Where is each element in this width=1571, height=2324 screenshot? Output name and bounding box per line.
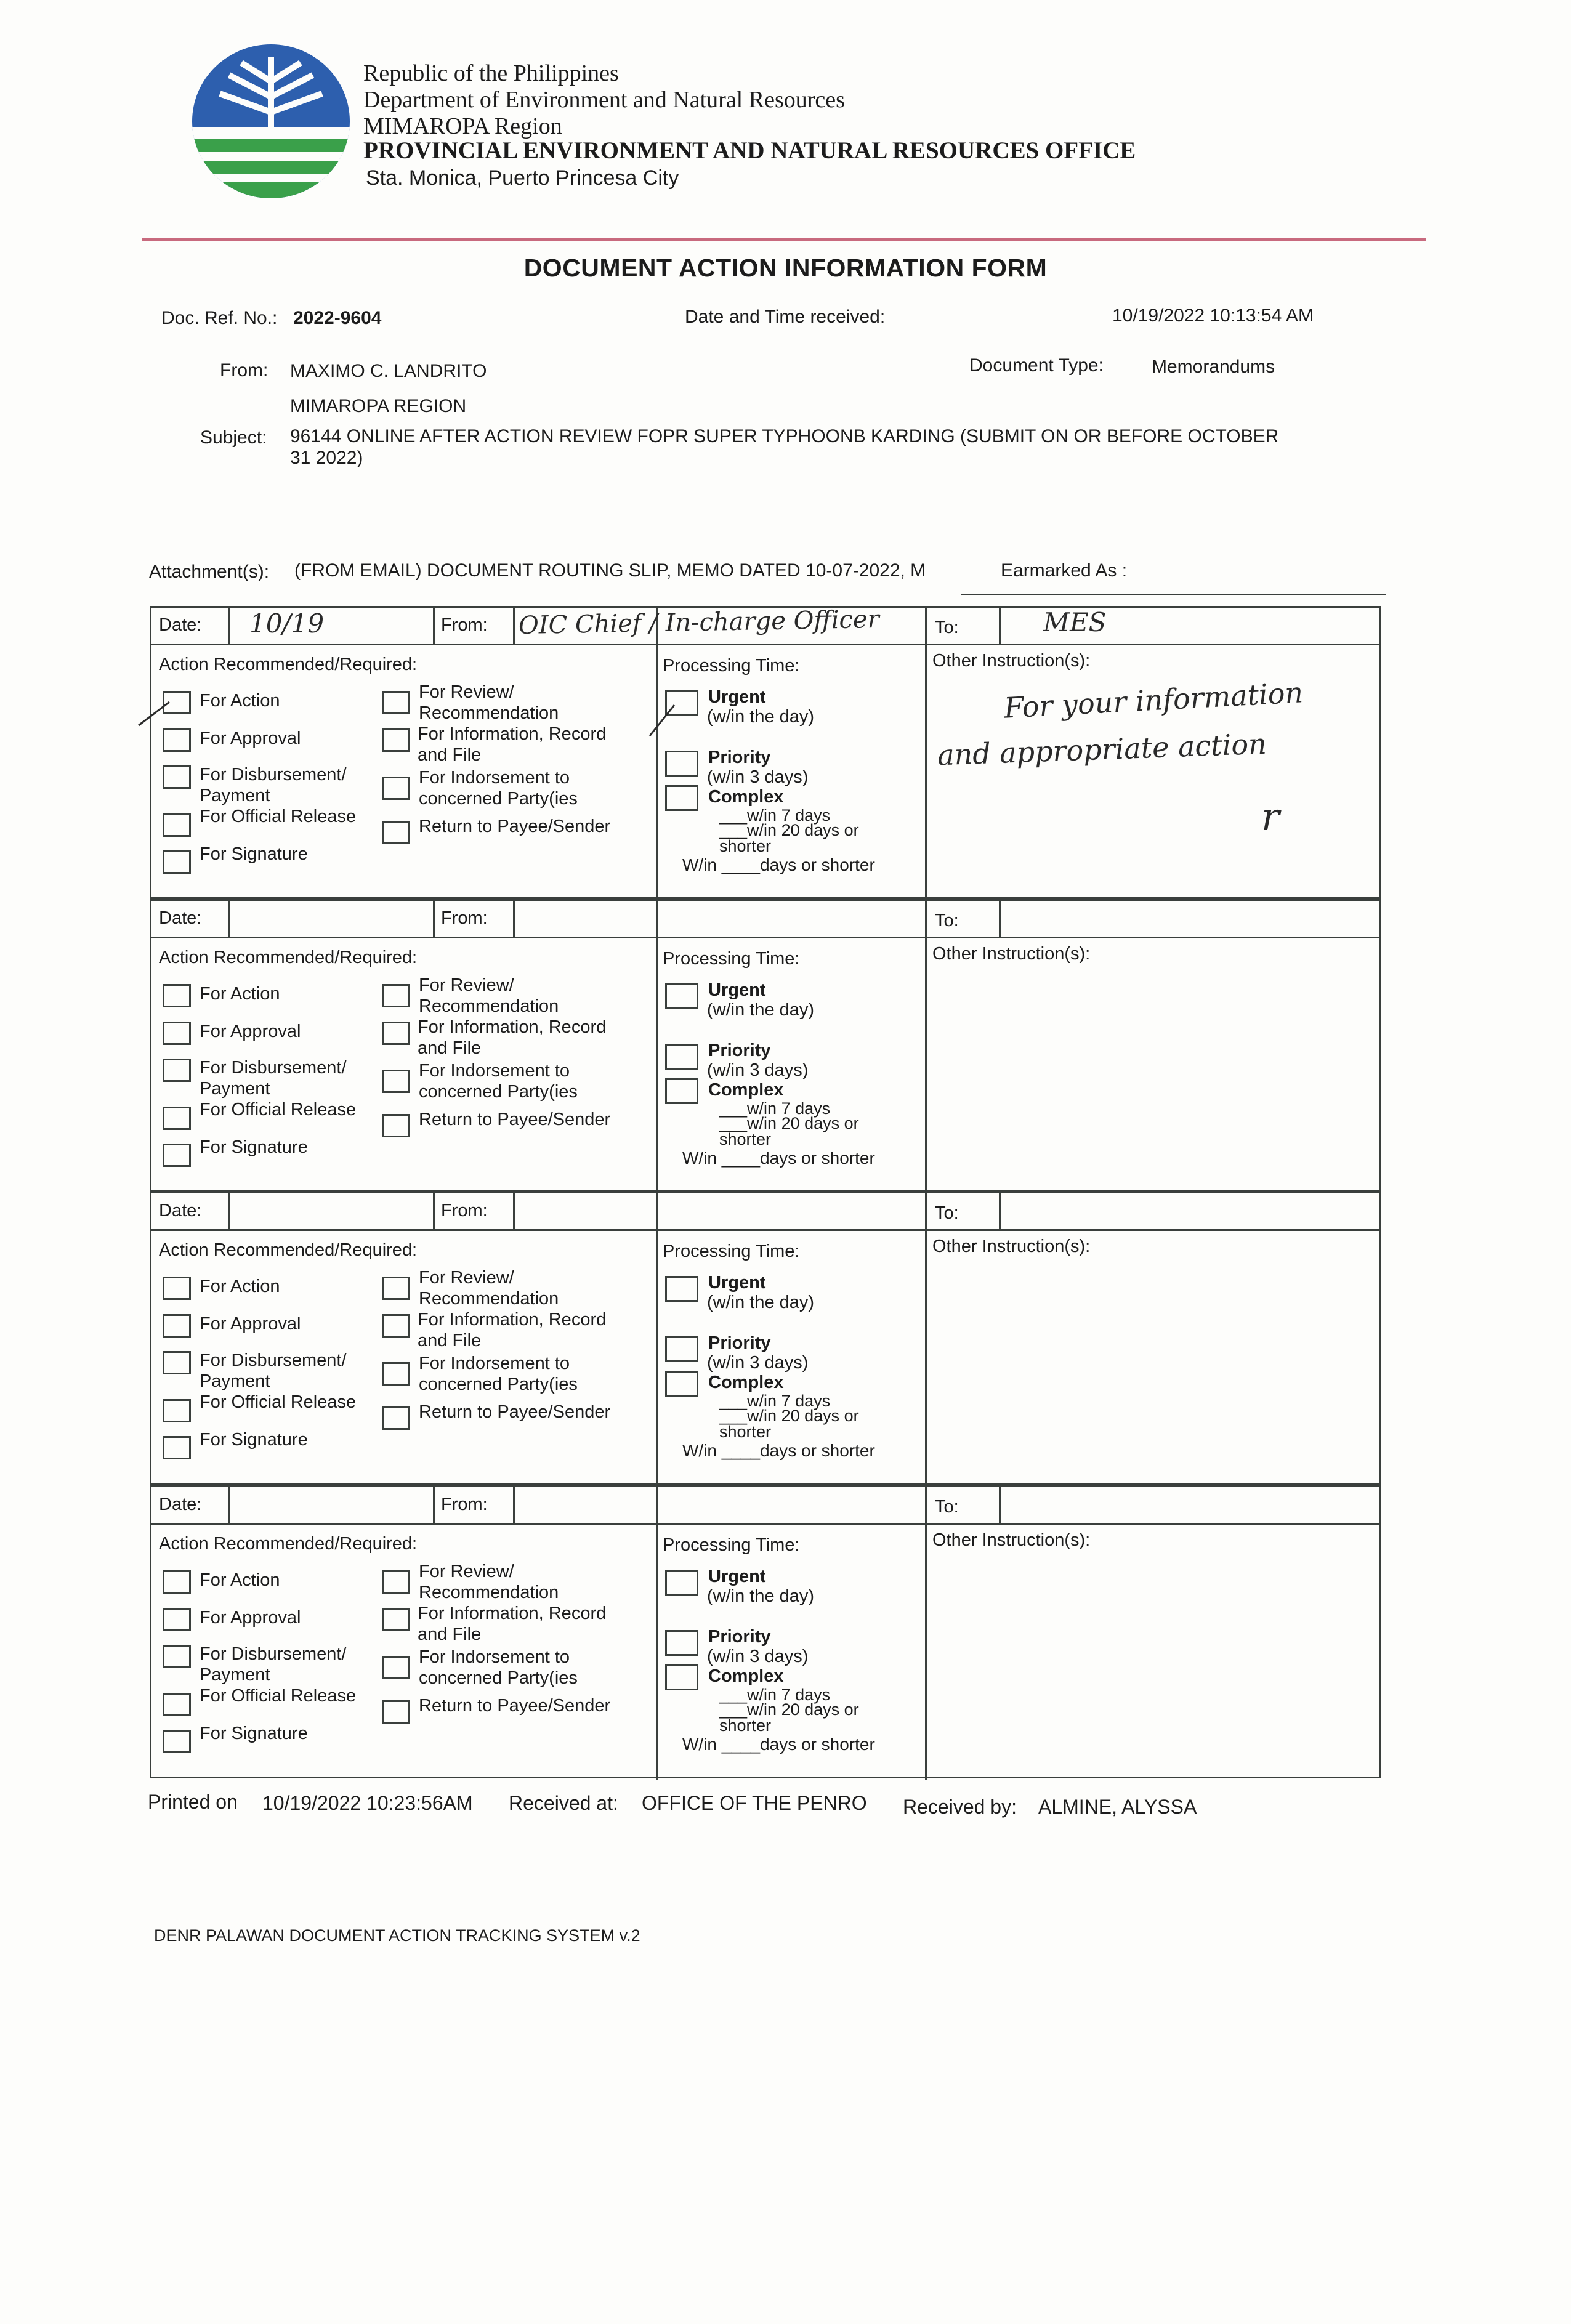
return-to-payee-checkbox[interactable] bbox=[382, 821, 410, 844]
divider bbox=[656, 1193, 658, 1487]
priority-checkbox[interactable] bbox=[665, 751, 698, 777]
divider bbox=[656, 608, 658, 901]
priority-sub-label: (w/in 3 days) bbox=[707, 767, 809, 787]
handwritten-instruction-1: For your information bbox=[1003, 676, 1304, 725]
for-official-release-label: For Official Release bbox=[200, 1100, 357, 1120]
doc-ref-label: Doc. Ref. No.: bbox=[161, 308, 278, 328]
urgent-checkbox[interactable] bbox=[665, 1276, 698, 1302]
return-to-payee-label: Return to Payee/Sender bbox=[419, 1110, 611, 1129]
for-approval-label: For Approval bbox=[200, 1608, 301, 1628]
complex-7-days: ___w/in 7 days bbox=[719, 1685, 831, 1704]
divider bbox=[925, 901, 927, 1194]
return-to-payee-checkbox[interactable] bbox=[382, 1406, 410, 1430]
for-review-label: For Review/ Recommendation bbox=[419, 1268, 559, 1309]
document-type-value: Memorandums bbox=[1152, 357, 1275, 377]
routing-block bbox=[150, 1192, 1381, 1485]
priority-label: Priority bbox=[708, 1333, 771, 1353]
complex-20-days: ___w/in 20 days or bbox=[719, 1114, 859, 1132]
attachments-label: Attachment(s): bbox=[149, 562, 270, 582]
priority-label: Priority bbox=[708, 1041, 771, 1060]
priority-sub-label: (w/in 3 days) bbox=[707, 1647, 809, 1666]
for-review-checkbox[interactable] bbox=[382, 1277, 410, 1300]
for-indorsement-label: For Indorsement to concerned Party(ies bbox=[419, 1647, 578, 1688]
for-review-checkbox[interactable] bbox=[382, 1570, 410, 1594]
for-indorsement-checkbox[interactable] bbox=[382, 777, 410, 800]
for-information-checkbox[interactable] bbox=[382, 1022, 410, 1045]
divider bbox=[925, 1487, 927, 1780]
urgent-sub-label: (w/in the day) bbox=[707, 1586, 815, 1606]
from-label: From: bbox=[441, 908, 488, 928]
for-signature-checkbox[interactable] bbox=[163, 1144, 191, 1167]
handwritten-date: 10/19 bbox=[249, 608, 325, 639]
header-country: Republic of the Philippines bbox=[363, 60, 619, 86]
routing-block bbox=[150, 1485, 1381, 1778]
priority-label: Priority bbox=[708, 748, 771, 767]
processing-time-label: Processing Time: bbox=[663, 1535, 800, 1555]
routing-header-row bbox=[151, 901, 1379, 938]
for-disbursement-label: For Disbursement/ Payment bbox=[200, 765, 347, 805]
divider bbox=[433, 901, 435, 937]
divider bbox=[925, 608, 927, 901]
win-days-or-shorter: W/in ____days or shorter bbox=[682, 1148, 875, 1168]
complex-shorter: shorter bbox=[719, 1130, 772, 1148]
return-to-payee-label: Return to Payee/Sender bbox=[419, 1402, 611, 1422]
other-instructions-label: Other Instruction(s): bbox=[932, 1237, 1091, 1256]
urgent-label: Urgent bbox=[708, 1273, 766, 1293]
for-action-label: For Action bbox=[200, 1570, 280, 1590]
for-signature-label: For Signature bbox=[200, 844, 308, 864]
for-official-release-checkbox[interactable] bbox=[163, 813, 191, 837]
for-information-label: For Information, Record and File bbox=[418, 1604, 607, 1644]
divider bbox=[513, 608, 515, 644]
for-action-checkbox[interactable] bbox=[163, 984, 191, 1007]
subject-line-2: 31 2022) bbox=[290, 448, 363, 468]
for-action-label: For Action bbox=[200, 984, 280, 1004]
divider bbox=[228, 901, 230, 937]
other-instructions-label: Other Instruction(s): bbox=[932, 944, 1091, 964]
for-action-label: For Action bbox=[200, 1277, 280, 1296]
handwritten-to: MES bbox=[1043, 607, 1107, 637]
processing-time-label: Processing Time: bbox=[663, 949, 800, 969]
date-label: Date: bbox=[159, 615, 202, 635]
action-required-label: Action Recommended/Required: bbox=[159, 1534, 418, 1554]
return-to-payee-label: Return to Payee/Sender bbox=[419, 817, 611, 836]
for-review-checkbox[interactable] bbox=[382, 691, 410, 714]
received-by-label: Received by: bbox=[903, 1796, 1017, 1818]
routing-block bbox=[150, 899, 1381, 1192]
urgent-sub-label: (w/in the day) bbox=[707, 707, 815, 727]
handwritten-initial: r bbox=[1261, 794, 1280, 839]
received-at-value: OFFICE OF THE PENRO bbox=[642, 1792, 867, 1814]
for-approval-label: For Approval bbox=[200, 1314, 301, 1334]
doc-ref-value: 2022-9604 bbox=[293, 308, 382, 328]
header-office: PROVINCIAL ENVIRONMENT AND NATURAL RESOURCES OFFICE bbox=[363, 137, 1136, 164]
for-approval-checkbox[interactable] bbox=[163, 1022, 191, 1045]
complex-checkbox[interactable] bbox=[665, 1078, 698, 1104]
win-days-or-shorter: W/in ____days or shorter bbox=[682, 1441, 875, 1460]
earmarked-label: Earmarked As : bbox=[1001, 560, 1128, 581]
for-indorsement-checkbox[interactable] bbox=[382, 1656, 410, 1679]
header-address: Sta. Monica, Puerto Princesa City bbox=[366, 166, 679, 190]
printed-on-label: Printed on bbox=[148, 1791, 238, 1813]
divider bbox=[925, 1193, 927, 1487]
for-information-checkbox[interactable] bbox=[382, 1608, 410, 1631]
complex-7-days: ___w/in 7 days bbox=[719, 1099, 831, 1118]
routing-header-row bbox=[151, 1193, 1379, 1231]
complex-checkbox[interactable] bbox=[665, 1664, 698, 1690]
for-official-release-checkbox[interactable] bbox=[163, 1107, 191, 1130]
form-title: DOCUMENT ACTION INFORMATION FORM bbox=[523, 254, 1048, 282]
for-indorsement-checkbox[interactable] bbox=[382, 1070, 410, 1093]
to-label: To: bbox=[935, 618, 959, 637]
for-approval-checkbox[interactable] bbox=[163, 1314, 191, 1338]
handwritten-from: OIC Chief / In-charge Officer bbox=[518, 605, 880, 640]
divider bbox=[433, 1487, 435, 1523]
divider bbox=[513, 901, 515, 937]
to-label: To: bbox=[935, 1203, 959, 1223]
for-disbursement-checkbox[interactable] bbox=[163, 765, 191, 789]
divider bbox=[228, 1487, 230, 1523]
for-official-release-checkbox[interactable] bbox=[163, 1693, 191, 1716]
for-approval-label: For Approval bbox=[200, 1022, 301, 1041]
received-by-value: ALMINE, ALYSSA bbox=[1038, 1796, 1197, 1818]
for-indorsement-label: For Indorsement to concerned Party(ies bbox=[419, 1061, 578, 1102]
action-required-label: Action Recommended/Required: bbox=[159, 1240, 418, 1260]
win-days-or-shorter: W/in ____days or shorter bbox=[682, 855, 875, 874]
priority-sub-label: (w/in 3 days) bbox=[707, 1353, 809, 1373]
for-approval-label: For Approval bbox=[200, 728, 301, 748]
complex-checkbox[interactable] bbox=[665, 1371, 698, 1397]
date-label: Date: bbox=[159, 908, 202, 928]
check-mark-for-action bbox=[135, 696, 172, 733]
divider bbox=[513, 1487, 515, 1523]
priority-checkbox[interactable] bbox=[665, 1630, 698, 1656]
complex-label: Complex bbox=[708, 1666, 784, 1686]
for-disbursement-checkbox[interactable] bbox=[163, 1645, 191, 1668]
for-indorsement-checkbox[interactable] bbox=[382, 1362, 410, 1386]
complex-20-days: ___w/in 20 days or bbox=[719, 821, 859, 839]
from-label: From: bbox=[441, 615, 488, 635]
header-divider bbox=[142, 238, 1426, 241]
for-disbursement-label: For Disbursement/ Payment bbox=[200, 1350, 347, 1391]
divider bbox=[999, 901, 1001, 937]
for-indorsement-label: For Indorsement to concerned Party(ies bbox=[419, 768, 578, 809]
divider bbox=[999, 1487, 1001, 1523]
for-disbursement-checkbox[interactable] bbox=[163, 1059, 191, 1082]
from-value: MAXIMO C. LANDRITO bbox=[290, 361, 487, 381]
action-required-label: Action Recommended/Required: bbox=[159, 655, 418, 674]
printed-on-value: 10/19/2022 10:23:56AM bbox=[262, 1792, 473, 1814]
for-information-checkbox[interactable] bbox=[382, 1314, 410, 1338]
for-review-checkbox[interactable] bbox=[382, 984, 410, 1007]
return-to-payee-checkbox[interactable] bbox=[382, 1114, 410, 1137]
complex-shorter: shorter bbox=[719, 1422, 772, 1441]
for-review-label: For Review/ Recommendation bbox=[419, 682, 559, 723]
for-official-release-label: For Official Release bbox=[200, 1392, 357, 1412]
priority-checkbox[interactable] bbox=[665, 1336, 698, 1362]
for-indorsement-label: For Indorsement to concerned Party(ies bbox=[419, 1354, 578, 1394]
divider bbox=[433, 1193, 435, 1229]
from-label: From: bbox=[441, 1201, 488, 1221]
from-region: MIMAROPA REGION bbox=[290, 396, 467, 416]
attachments-value: (FROM EMAIL) DOCUMENT ROUTING SLIP, MEMO DATED 10-07-2022, M bbox=[294, 560, 926, 581]
urgent-checkbox[interactable] bbox=[665, 983, 698, 1009]
divider bbox=[999, 1193, 1001, 1229]
priority-sub-label: (w/in 3 days) bbox=[707, 1060, 809, 1080]
document-type-label: Document Type: bbox=[969, 355, 1104, 376]
divider bbox=[433, 608, 435, 644]
for-action-checkbox[interactable] bbox=[163, 1570, 191, 1594]
date-label: Date: bbox=[159, 1201, 202, 1221]
for-signature-label: For Signature bbox=[200, 1137, 308, 1157]
header-region: MIMAROPA Region bbox=[363, 113, 562, 139]
earmarked-underline bbox=[961, 594, 1386, 595]
complex-shorter: shorter bbox=[719, 837, 772, 855]
for-official-release-label: For Official Release bbox=[200, 1686, 357, 1706]
routing-header-row bbox=[151, 1487, 1379, 1525]
system-name: DENR PALAWAN DOCUMENT ACTION TRACKING SYSTEM v.2 bbox=[154, 1926, 640, 1945]
subject-label: Subject: bbox=[200, 427, 267, 448]
urgent-checkbox[interactable] bbox=[665, 1570, 698, 1596]
for-information-label: For Information, Record and File bbox=[418, 724, 607, 765]
other-instructions-label: Other Instruction(s): bbox=[932, 1530, 1091, 1550]
urgent-label: Urgent bbox=[708, 687, 766, 707]
for-signature-label: For Signature bbox=[200, 1724, 308, 1743]
handwritten-instruction-2: and appropriate action bbox=[937, 727, 1267, 772]
for-approval-checkbox[interactable] bbox=[163, 1608, 191, 1631]
denr-logo bbox=[192, 44, 352, 198]
divider bbox=[513, 1193, 515, 1229]
for-information-checkbox[interactable] bbox=[382, 728, 410, 752]
complex-label: Complex bbox=[708, 1080, 784, 1100]
for-action-label: For Action bbox=[200, 691, 280, 711]
complex-7-days: ___w/in 7 days bbox=[719, 806, 831, 825]
date-received-label: Date and Time received: bbox=[685, 307, 886, 327]
complex-20-days: ___w/in 20 days or bbox=[719, 1406, 859, 1425]
to-label: To: bbox=[935, 911, 959, 930]
from-label: From: bbox=[220, 360, 269, 381]
priority-checkbox[interactable] bbox=[665, 1044, 698, 1070]
processing-time-label: Processing Time: bbox=[663, 1241, 800, 1261]
return-to-payee-checkbox[interactable] bbox=[382, 1700, 410, 1724]
for-information-label: For Information, Record and File bbox=[418, 1310, 607, 1350]
for-review-label: For Review/ Recommendation bbox=[419, 975, 559, 1016]
for-official-release-checkbox[interactable] bbox=[163, 1399, 191, 1422]
win-days-or-shorter: W/in ____days or shorter bbox=[682, 1735, 875, 1754]
for-information-label: For Information, Record and File bbox=[418, 1017, 607, 1058]
for-disbursement-label: For Disbursement/ Payment bbox=[200, 1644, 347, 1685]
for-disbursement-checkbox[interactable] bbox=[163, 1351, 191, 1374]
received-at-label: Received at: bbox=[509, 1792, 618, 1814]
divider bbox=[228, 608, 230, 644]
subject-line-1: 96144 ONLINE AFTER ACTION REVIEW FOPR SUPER TYPHOONB KARDING (SUBMIT ON OR BEFORE OCTOBER bbox=[290, 426, 1279, 446]
for-signature-checkbox[interactable] bbox=[163, 850, 191, 874]
date-received-value: 10/19/2022 10:13:54 AM bbox=[1112, 305, 1314, 326]
for-review-label: For Review/ Recommendation bbox=[419, 1562, 559, 1602]
complex-shorter: shorter bbox=[719, 1716, 772, 1735]
divider bbox=[656, 901, 658, 1194]
return-to-payee-label: Return to Payee/Sender bbox=[419, 1696, 611, 1716]
for-action-checkbox[interactable] bbox=[163, 1277, 191, 1300]
check-mark-urgent bbox=[647, 702, 684, 739]
urgent-sub-label: (w/in the day) bbox=[707, 1000, 815, 1020]
date-label: Date: bbox=[159, 1495, 202, 1514]
divider bbox=[228, 1193, 230, 1229]
divider bbox=[999, 608, 1001, 644]
header-department: Department of Environment and Natural Resources bbox=[363, 87, 845, 113]
divider bbox=[656, 1487, 658, 1780]
to-label: To: bbox=[935, 1497, 959, 1517]
processing-time-label: Processing Time: bbox=[663, 656, 800, 676]
complex-checkbox[interactable] bbox=[665, 785, 698, 811]
for-official-release-label: For Official Release bbox=[200, 807, 357, 826]
complex-label: Complex bbox=[708, 787, 784, 807]
urgent-sub-label: (w/in the day) bbox=[707, 1293, 815, 1312]
urgent-label: Urgent bbox=[708, 980, 766, 1000]
from-label: From: bbox=[441, 1495, 488, 1514]
priority-label: Priority bbox=[708, 1627, 771, 1647]
complex-20-days: ___w/in 20 days or bbox=[719, 1700, 859, 1719]
for-disbursement-label: For Disbursement/ Payment bbox=[200, 1058, 347, 1099]
action-required-label: Action Recommended/Required: bbox=[159, 948, 418, 967]
for-signature-checkbox[interactable] bbox=[163, 1730, 191, 1753]
for-signature-checkbox[interactable] bbox=[163, 1436, 191, 1459]
other-instructions-label: Other Instruction(s): bbox=[932, 651, 1091, 671]
for-signature-label: For Signature bbox=[200, 1430, 308, 1450]
complex-7-days: ___w/in 7 days bbox=[719, 1392, 831, 1410]
urgent-label: Urgent bbox=[708, 1567, 766, 1586]
complex-label: Complex bbox=[708, 1373, 784, 1392]
